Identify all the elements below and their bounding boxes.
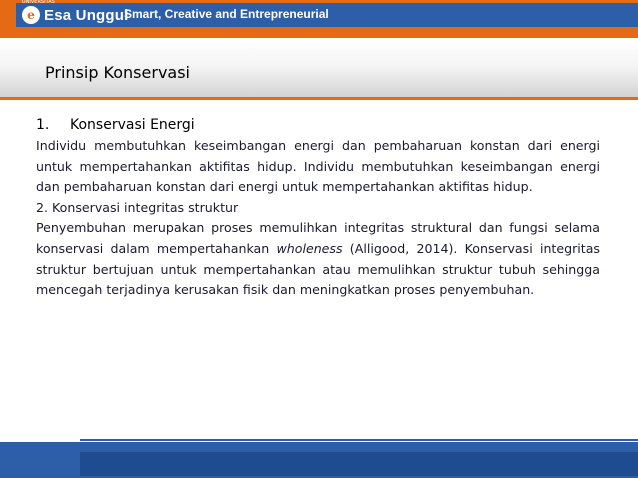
logo-mark-icon: e (22, 6, 40, 24)
section1-number: 1. (36, 117, 50, 133)
title-accent-bar (0, 97, 638, 100)
section2-body (36, 218, 600, 300)
section1-heading (36, 114, 600, 136)
logo-text: Esa Unggul (44, 6, 129, 24)
slide-title: Prinsip Konservasi (45, 63, 190, 82)
section2-body-end: (Alligood, 2014). Konservasi integritas struktur bertujuan untuk mempertahankan atau memulihkan struktur tubuh sehingga mencegah terjadinya kerusakan fisik dan meningkatkan proses penyembuhan. (36, 240, 600, 298)
university-logo (22, 4, 129, 26)
section1-body: Individu membutuhkan keseimbangan energi dan pembaharuan konstan dari energi untuk mempertahankan aktifitas hidup. Individu membutuhkan keseimbangan energi dan pembaharuan konstan dari energi untuk mempertahankan aktifitas hidup. (36, 138, 600, 195)
footer-inner-band (80, 452, 638, 476)
footer-line (80, 439, 638, 441)
section1-title: Konservasi Energi (70, 117, 195, 133)
section2-heading: 2. Konservasi integritas struktur (36, 199, 239, 215)
logo-small-text: UNIVERSITAS (22, 0, 55, 5)
section2-body-italic: wholeness (276, 240, 343, 256)
header-tagline: Smart, Creative and Entrepreneurial (124, 7, 329, 21)
section2-body-start: Penyembuhan merupakan proses memulihkan integritas struktural dan fungsi selama konservasi dalam mempertahankan (36, 220, 600, 256)
slide-content (36, 114, 600, 301)
